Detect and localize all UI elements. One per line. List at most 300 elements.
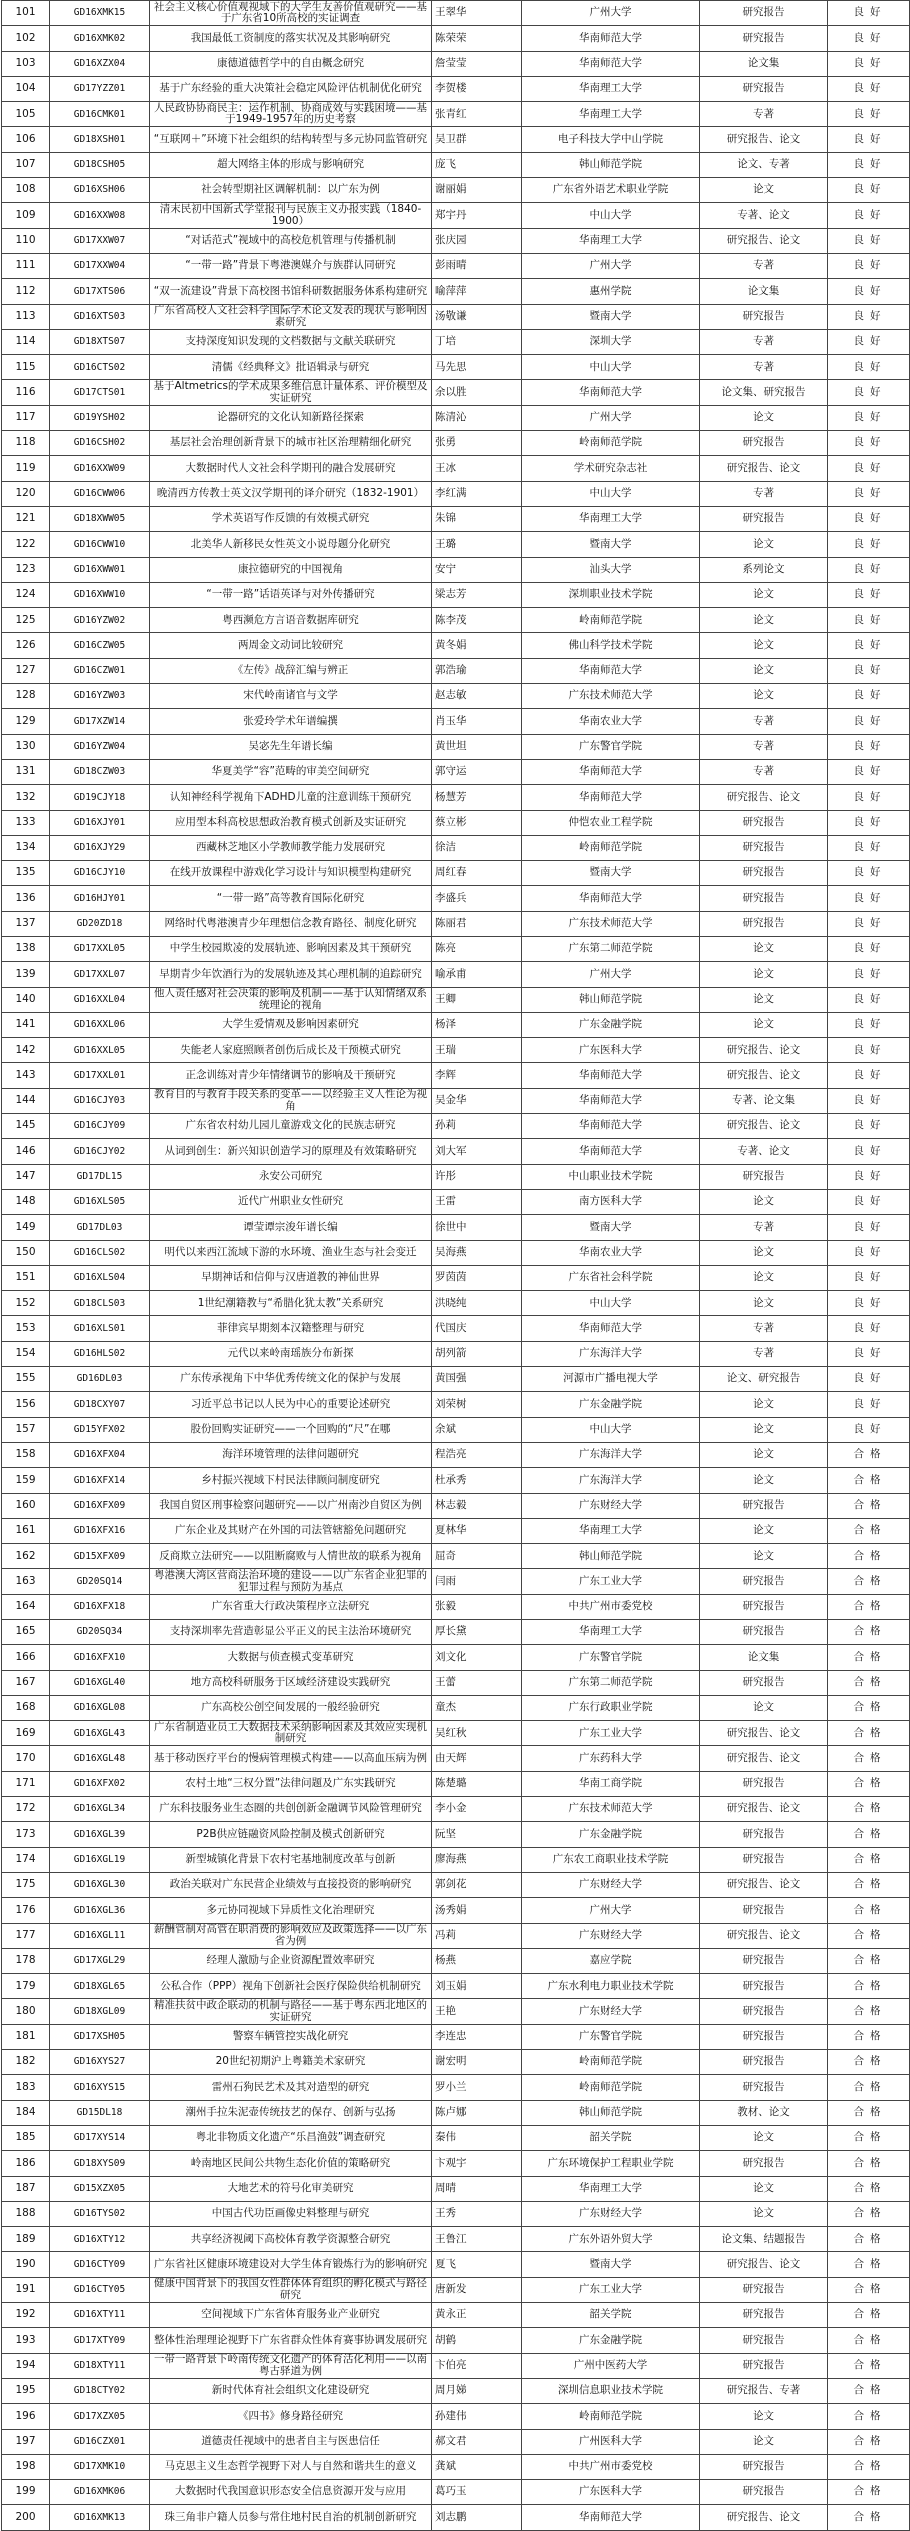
table-row	[2, 1063, 910, 1088]
result-form-cell: 研究报告	[700, 1898, 828, 1923]
project-code-cell: GD17XZW14	[50, 709, 150, 734]
institution-cell: 学术研究杂志社	[522, 456, 700, 481]
result-form-cell: 论文、专著	[700, 152, 828, 177]
row-number-cell: 196	[2, 2404, 50, 2429]
result-form-cell: 论文	[700, 532, 828, 557]
project-title-cell: 大数据与侦查模式变革研究	[150, 1645, 432, 1670]
project-title-cell: 广东传承视角下中华优秀传统文化的保护与发展	[150, 1367, 432, 1392]
principal-investigator-cell: 刘文化	[432, 1645, 522, 1670]
evaluation-level-cell: 合格	[828, 1974, 910, 1999]
result-form-cell: 研究报告	[700, 1822, 828, 1847]
project-code-cell: GD16XMK13	[50, 2505, 150, 2530]
project-title-cell: 《四书》修身路径研究	[150, 2404, 432, 2429]
project-code-cell: GD18CZW03	[50, 759, 150, 784]
row-number-cell: 186	[2, 2151, 50, 2176]
project-title-cell: “互联网＋”环境下社会组织的结构转型与多元协同监管研究	[150, 127, 432, 152]
project-code-cell: GD18CSH05	[50, 152, 150, 177]
principal-investigator-cell: 由天辉	[432, 1746, 522, 1771]
project-code-cell: GD16XGL08	[50, 1695, 150, 1720]
row-number-cell: 177	[2, 1923, 50, 1948]
table-row	[2, 936, 910, 961]
principal-investigator-cell: 阮坚	[432, 1822, 522, 1847]
row-number-cell: 184	[2, 2100, 50, 2125]
table-row	[2, 1974, 910, 1999]
project-code-cell: GD16XFX04	[50, 1442, 150, 1467]
result-form-cell: 研究报告、论文	[700, 1038, 828, 1063]
institution-cell: 广东警官学院	[522, 1645, 700, 1670]
result-form-cell: 研究报告	[700, 2024, 828, 2049]
project-title-cell: 广东省制造业员工大数据技术采纳影响因素及其效应实现机制研究	[150, 1721, 432, 1746]
row-number-cell: 188	[2, 2201, 50, 2226]
principal-investigator-cell: 陈李茂	[432, 608, 522, 633]
row-number-cell: 169	[2, 1721, 50, 1746]
institution-cell: 广东医科大学	[522, 2480, 700, 2505]
principal-investigator-cell: 郝文君	[432, 2429, 522, 2454]
evaluation-level-cell: 良好	[828, 1367, 910, 1392]
principal-investigator-cell: 龚斌	[432, 2454, 522, 2479]
institution-cell: 韩山师范学院	[522, 987, 700, 1012]
table-row	[2, 1670, 910, 1695]
principal-investigator-cell: 徐世中	[432, 1215, 522, 1240]
project-code-cell: GD16XYS15	[50, 2075, 150, 2100]
institution-cell: 广东金融学院	[522, 2328, 700, 2353]
row-number-cell: 131	[2, 759, 50, 784]
table-row	[2, 1544, 910, 1569]
project-code-cell: GD16XFX09	[50, 1493, 150, 1518]
institution-cell: 华南农业大学	[522, 1240, 700, 1265]
project-code-cell: GD16XGL43	[50, 1721, 150, 1746]
evaluation-level-cell: 良好	[828, 633, 910, 658]
project-title-cell: 马克思主义生态哲学视野下对人与自然和谐共生的意义	[150, 2454, 432, 2479]
project-code-cell: GD16CZW05	[50, 633, 150, 658]
evaluation-level-cell: 合格	[828, 1822, 910, 1847]
result-form-cell: 研究报告	[700, 2303, 828, 2328]
row-number-cell: 104	[2, 76, 50, 101]
project-code-cell: GD16XGL39	[50, 1822, 150, 1847]
row-number-cell: 138	[2, 936, 50, 961]
project-code-cell: GD17XXL07	[50, 962, 150, 987]
institution-cell: 广东环境保护工程职业学院	[522, 2151, 700, 2176]
principal-investigator-cell: 李贺楼	[432, 76, 522, 101]
project-title-cell: 广东企业及其财产在外国的司法管辖豁免问题研究	[150, 1518, 432, 1543]
institution-cell: 广东工业大学	[522, 2277, 700, 2302]
principal-investigator-cell: 张青红	[432, 102, 522, 127]
project-title-cell: 北美华人新移民女性英文小说母题分化研究	[150, 532, 432, 557]
evaluation-level-cell: 良好	[828, 962, 910, 987]
evaluation-level-cell: 良好	[828, 1114, 910, 1139]
institution-cell: 广东金融学院	[522, 1392, 700, 1417]
institution-cell: 嘉应学院	[522, 1948, 700, 1973]
project-code-cell: GD16XXW08	[50, 203, 150, 228]
project-title-cell: 清儒《经典释文》批语辑录与研究	[150, 355, 432, 380]
evaluation-level-cell: 合格	[828, 1797, 910, 1822]
result-form-cell: 论文	[700, 1240, 828, 1265]
institution-cell: 暨南大学	[522, 304, 700, 329]
institution-cell: 华南工商学院	[522, 1771, 700, 1796]
project-code-cell: GD17XGL29	[50, 1948, 150, 1973]
institution-cell: 韶关学院	[522, 2125, 700, 2150]
row-number-cell: 151	[2, 1265, 50, 1290]
table-row	[2, 658, 910, 683]
result-form-cell: 研究报告、专著	[700, 2378, 828, 2403]
row-number-cell: 116	[2, 380, 50, 405]
evaluation-level-cell: 良好	[828, 431, 910, 456]
table-row	[2, 1721, 910, 1746]
row-number-cell: 182	[2, 2050, 50, 2075]
project-title-cell: 公私合作（PPP）视角下创新社会医疗保险供给机制研究	[150, 1974, 432, 1999]
principal-investigator-cell: 黄世坦	[432, 734, 522, 759]
evaluation-level-cell: 合格	[828, 2100, 910, 2125]
row-number-cell: 115	[2, 355, 50, 380]
project-code-cell: GD19CJY18	[50, 785, 150, 810]
project-code-cell: GD16XGL34	[50, 1797, 150, 1822]
row-number-cell: 173	[2, 1822, 50, 1847]
result-form-cell: 研究报告	[700, 2480, 828, 2505]
project-title-cell: 20世纪初期沪上粤籍美术家研究	[150, 2050, 432, 2075]
table-row	[2, 962, 910, 987]
project-title-cell: 精准扶贫中政企联动的机制与路径——基于粤东西北地区的实证研究	[150, 1999, 432, 2024]
institution-cell: 岭南师范学院	[522, 2404, 700, 2429]
table-row	[2, 2024, 910, 2049]
evaluation-level-cell: 良好	[828, 1316, 910, 1341]
result-form-cell: 专著	[700, 709, 828, 734]
institution-cell: 中共广州市委党校	[522, 2454, 700, 2479]
evaluation-level-cell: 合格	[828, 1898, 910, 1923]
principal-investigator-cell: 王雷	[432, 1189, 522, 1214]
table-row	[2, 2429, 910, 2454]
row-number-cell: 117	[2, 405, 50, 430]
row-number-cell: 129	[2, 709, 50, 734]
table-row	[2, 304, 910, 329]
table-row	[2, 1797, 910, 1822]
table-row	[2, 1114, 910, 1139]
table-row	[2, 2227, 910, 2252]
table-row	[2, 1341, 910, 1366]
row-number-cell: 183	[2, 2075, 50, 2100]
table-row	[2, 911, 910, 936]
table-row	[2, 1620, 910, 1645]
table-row	[2, 1139, 910, 1164]
project-code-cell: GD16HJY01	[50, 886, 150, 911]
project-code-cell: GD16XFX02	[50, 1771, 150, 1796]
row-number-cell: 126	[2, 633, 50, 658]
row-number-cell: 166	[2, 1645, 50, 1670]
row-number-cell: 102	[2, 26, 50, 51]
project-code-cell: GD16XZX04	[50, 51, 150, 76]
principal-investigator-cell: 刘志鹏	[432, 2505, 522, 2530]
table-row	[2, 2404, 910, 2429]
table-row	[2, 1847, 910, 1872]
project-code-cell: GD16XMK02	[50, 26, 150, 51]
table-row	[2, 1948, 910, 1973]
table-row	[2, 1417, 910, 1442]
row-number-cell: 162	[2, 1544, 50, 1569]
evaluation-level-cell: 良好	[828, 506, 910, 531]
principal-investigator-cell: 朱锦	[432, 506, 522, 531]
project-title-cell: 整体性治理理论视野下广东省群众性体育赛事协调发展研究	[150, 2328, 432, 2353]
evaluation-level-cell: 良好	[828, 329, 910, 354]
project-title-cell: 广东科技服务业生态圈的共创创新金融调节风险管理研究	[150, 1797, 432, 1822]
project-title-cell: 广东省农村幼儿园儿童游戏文化的民族志研究	[150, 1114, 432, 1139]
principal-investigator-cell: 程浩亮	[432, 1442, 522, 1467]
table-row	[2, 329, 910, 354]
result-form-cell: 研究报告	[700, 835, 828, 860]
project-title-cell: 警察车辆管控实战化研究	[150, 2024, 432, 2049]
result-form-cell: 研究报告	[700, 1620, 828, 1645]
principal-investigator-cell: 杨慧芳	[432, 785, 522, 810]
table-row	[2, 127, 910, 152]
table-row	[2, 810, 910, 835]
row-number-cell: 154	[2, 1341, 50, 1366]
result-form-cell: 论文	[700, 1291, 828, 1316]
project-title-cell: 粤北非物质文化遗产“乐昌渔鼓”调查研究	[150, 2125, 432, 2150]
project-code-cell: GD17XZX05	[50, 2404, 150, 2429]
institution-cell: 韩山师范学院	[522, 1544, 700, 1569]
table-row	[2, 76, 910, 101]
institution-cell: 广东技术师范大学	[522, 911, 700, 936]
evaluation-level-cell: 合格	[828, 2378, 910, 2403]
project-title-cell: “双一流建设”背景下高校图书馆科研数据服务体系构建研究	[150, 279, 432, 304]
project-code-cell: GD18XGL09	[50, 1999, 150, 2024]
institution-cell: 广东财经大学	[522, 1923, 700, 1948]
project-code-cell: GD16CWW06	[50, 481, 150, 506]
row-number-cell: 133	[2, 810, 50, 835]
project-code-cell: GD16XLS05	[50, 1189, 150, 1214]
principal-investigator-cell: 梁志芳	[432, 582, 522, 607]
table-row	[2, 2100, 910, 2125]
row-number-cell: 189	[2, 2227, 50, 2252]
principal-investigator-cell: 陈卢娜	[432, 2100, 522, 2125]
project-code-cell: GD16XJY29	[50, 835, 150, 860]
institution-cell: 中共广州市委党校	[522, 1594, 700, 1619]
principal-investigator-cell: 屈奇	[432, 1544, 522, 1569]
principal-investigator-cell: 黄冬娟	[432, 633, 522, 658]
institution-cell: 河源市广播电视大学	[522, 1367, 700, 1392]
evaluation-level-cell: 合格	[828, 1544, 910, 1569]
institution-cell: 华南理工大学	[522, 506, 700, 531]
institution-cell: 广东外语外贸大学	[522, 2227, 700, 2252]
principal-investigator-cell: 王瑞	[432, 1038, 522, 1063]
institution-cell: 深圳大学	[522, 329, 700, 354]
result-form-cell: 论文	[700, 1265, 828, 1290]
project-title-cell: “一带一路”背景下粤港澳媒介与族群认同研究	[150, 253, 432, 278]
row-number-cell: 137	[2, 911, 50, 936]
project-code-cell: GD20SQ34	[50, 1620, 150, 1645]
table-row	[2, 2303, 910, 2328]
project-code-cell: GD17XYS14	[50, 2125, 150, 2150]
evaluation-level-cell: 良好	[828, 1417, 910, 1442]
row-number-cell: 194	[2, 2353, 50, 2378]
result-form-cell: 研究报告	[700, 1771, 828, 1796]
project-code-cell: GD16YZW03	[50, 684, 150, 709]
result-form-cell: 研究报告	[700, 2454, 828, 2479]
project-title-cell: 薪酬管制对高管在职消费的影响效应及政策选择——以广东省为例	[150, 1923, 432, 1948]
institution-cell: 华南师范大学	[522, 2505, 700, 2530]
institution-cell: 惠州学院	[522, 279, 700, 304]
principal-investigator-cell: 郑宇丹	[432, 203, 522, 228]
institution-cell: 华南理工大学	[522, 1620, 700, 1645]
principal-investigator-cell: 张庆园	[432, 228, 522, 253]
project-title-cell: 永安公司研究	[150, 1164, 432, 1189]
evaluation-level-cell: 合格	[828, 1771, 910, 1796]
result-form-cell: 论文	[700, 2176, 828, 2201]
principal-investigator-cell: 吴红秋	[432, 1721, 522, 1746]
project-title-cell: 中国古代功臣画像史料整理与研究	[150, 2201, 432, 2226]
table-row	[2, 1898, 910, 1923]
institution-cell: 广东药科大学	[522, 1746, 700, 1771]
principal-investigator-cell: 胡列箭	[432, 1341, 522, 1366]
project-code-cell: GD16XGL48	[50, 1746, 150, 1771]
table-row	[2, 861, 910, 886]
project-code-cell: GD16CTY05	[50, 2277, 150, 2302]
project-title-cell: 广东省重大行政决策程序立法研究	[150, 1594, 432, 1619]
result-form-cell: 专著	[700, 734, 828, 759]
evaluation-level-cell: 合格	[828, 1872, 910, 1897]
project-code-cell: GD17DL15	[50, 1164, 150, 1189]
row-number-cell: 155	[2, 1367, 50, 1392]
table-row	[2, 1518, 910, 1543]
result-form-cell: 专著、论文	[700, 1139, 828, 1164]
project-title-cell: 论器研究的文化认知新路径探索	[150, 405, 432, 430]
institution-cell: 岭南师范学院	[522, 608, 700, 633]
project-code-cell: GD19YSH02	[50, 405, 150, 430]
table-row	[2, 2201, 910, 2226]
project-code-cell: GD16XSH06	[50, 178, 150, 203]
evaluation-level-cell: 良好	[828, 51, 910, 76]
institution-cell: 广东省外语艺术职业学院	[522, 178, 700, 203]
evaluation-level-cell: 合格	[828, 2429, 910, 2454]
table-row	[2, 1012, 910, 1037]
row-number-cell: 197	[2, 2429, 50, 2454]
project-code-cell: GD15DL18	[50, 2100, 150, 2125]
evaluation-level-cell: 良好	[828, 76, 910, 101]
table-row	[2, 1088, 910, 1113]
project-code-cell: GD16CMK01	[50, 102, 150, 127]
table-row	[2, 1240, 910, 1265]
table-row	[2, 2353, 910, 2378]
row-number-cell: 121	[2, 506, 50, 531]
row-number-cell: 142	[2, 1038, 50, 1063]
institution-cell: 广东省社会科学院	[522, 1265, 700, 1290]
result-form-cell: 研究报告	[700, 304, 828, 329]
table-row	[2, 785, 910, 810]
evaluation-level-cell: 良好	[828, 304, 910, 329]
institution-cell: 华南师范大学	[522, 51, 700, 76]
result-form-cell: 研究报告	[700, 1999, 828, 2024]
institution-cell: 广东技术师范大学	[522, 684, 700, 709]
result-form-cell: 论文集、结题报告	[700, 2227, 828, 2252]
table-row	[2, 2328, 910, 2353]
principal-investigator-cell: 王翠华	[432, 1, 522, 26]
principal-investigator-cell: 王卿	[432, 987, 522, 1012]
project-code-cell: GD17XMK10	[50, 2454, 150, 2479]
institution-cell: 中山大学	[522, 1291, 700, 1316]
project-title-cell: 社会转型期社区调解机制：以广东为例	[150, 178, 432, 203]
row-number-cell: 158	[2, 1442, 50, 1467]
result-form-cell: 研究报告、论文	[700, 1721, 828, 1746]
principal-investigator-cell: 童杰	[432, 1695, 522, 1720]
project-title-cell: 潮州手拉朱泥壶传统技艺的保存、创新与弘扬	[150, 2100, 432, 2125]
project-title-cell: 早期神话和信仰与汉唐道教的神仙世界	[150, 1265, 432, 1290]
result-form-cell: 研究报告	[700, 1948, 828, 1973]
project-title-cell: 基层社会治理创新背景下的城市社区治理精细化研究	[150, 431, 432, 456]
result-form-cell: 研究报告、论文	[700, 2505, 828, 2530]
evaluation-level-cell: 合格	[828, 2505, 910, 2530]
project-title-cell: 谭莹谭宗浚年谱长编	[150, 1215, 432, 1240]
principal-investigator-cell: 杜承秀	[432, 1468, 522, 1493]
evaluation-level-cell: 良好	[828, 658, 910, 683]
row-number-cell: 145	[2, 1114, 50, 1139]
table-row	[2, 2151, 910, 2176]
project-code-cell: GD17YZZ01	[50, 76, 150, 101]
project-code-cell: GD16CZX01	[50, 2429, 150, 2454]
project-code-cell: GD18XYS09	[50, 2151, 150, 2176]
row-number-cell: 168	[2, 1695, 50, 1720]
result-form-cell: 研究报告、论文	[700, 1872, 828, 1897]
project-title-cell: 广东省社区健康环境建设对大学生体育锻炼行为的影响研究	[150, 2252, 432, 2277]
institution-cell: 韩山师范学院	[522, 152, 700, 177]
result-form-cell: 论文	[700, 1544, 828, 1569]
principal-investigator-cell: 闫雨	[432, 1569, 522, 1594]
principal-investigator-cell: 冯莉	[432, 1923, 522, 1948]
table-row	[2, 1569, 910, 1594]
project-code-cell: GD16XMK06	[50, 2480, 150, 2505]
result-form-cell: 研究报告、论文	[700, 1797, 828, 1822]
row-number-cell: 134	[2, 835, 50, 860]
evaluation-level-cell: 合格	[828, 2050, 910, 2075]
result-form-cell: 研究报告、论文	[700, 785, 828, 810]
project-code-cell: GD16XWW01	[50, 557, 150, 582]
evaluation-level-cell: 合格	[828, 1847, 910, 1872]
project-code-cell: GD16CJY03	[50, 1088, 150, 1113]
table-row	[2, 1291, 910, 1316]
row-number-cell: 198	[2, 2454, 50, 2479]
institution-cell: 广东海洋大学	[522, 1341, 700, 1366]
row-number-cell: 110	[2, 228, 50, 253]
project-code-cell: GD16XTY12	[50, 2227, 150, 2252]
result-form-cell: 研究报告、论文	[700, 1114, 828, 1139]
row-number-cell: 119	[2, 456, 50, 481]
result-form-cell: 专著	[700, 1341, 828, 1366]
project-title-cell: 粤西濒危方言语音数据库研究	[150, 608, 432, 633]
result-form-cell: 研究报告	[700, 810, 828, 835]
evaluation-level-cell: 良好	[828, 835, 910, 860]
principal-investigator-cell: 厚长黛	[432, 1620, 522, 1645]
project-title-cell: 新型城镇化背景下农村宅基地制度改革与创新	[150, 1847, 432, 1872]
row-number-cell: 106	[2, 127, 50, 152]
project-code-cell: GD16XTS03	[50, 304, 150, 329]
table-row	[2, 1923, 910, 1948]
project-code-cell: GD17XXL05	[50, 936, 150, 961]
row-number-cell: 122	[2, 532, 50, 557]
evaluation-level-cell: 良好	[828, 608, 910, 633]
project-title-cell: 明代以来西江流域下游的水环境、渔业生态与社会变迁	[150, 1240, 432, 1265]
principal-investigator-cell: 唐新发	[432, 2277, 522, 2302]
evaluation-level-cell: 合格	[828, 2252, 910, 2277]
row-number-cell: 136	[2, 886, 50, 911]
table-row	[2, 1695, 910, 1720]
table-row	[2, 734, 910, 759]
project-title-cell: 网络时代粤港澳青少年理想信念教育路径、制度化研究	[150, 911, 432, 936]
result-form-cell: 专著	[700, 481, 828, 506]
project-title-cell: 大数据时代人文社会科学期刊的融合发展研究	[150, 456, 432, 481]
project-title-cell: 教育目的与教育手段关系的变革——以经验主义人性论为视角	[150, 1088, 432, 1113]
result-form-cell: 论文	[700, 633, 828, 658]
row-number-cell: 157	[2, 1417, 50, 1442]
result-form-cell: 研究报告	[700, 911, 828, 936]
results-table	[1, 0, 910, 2531]
evaluation-level-cell: 合格	[828, 1569, 910, 1594]
